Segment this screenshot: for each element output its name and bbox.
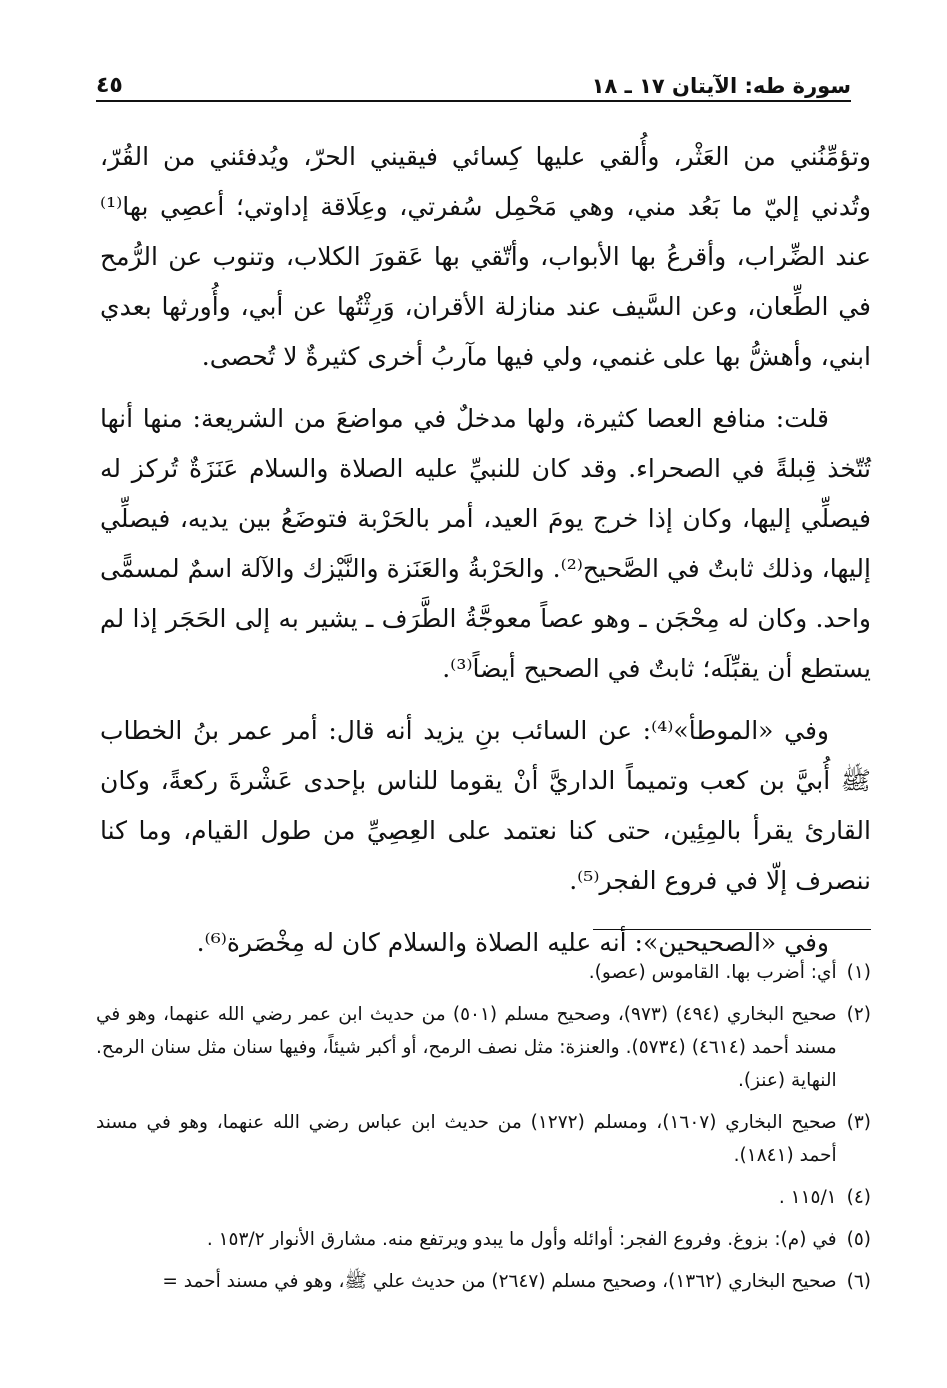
footnote [96,956,871,989]
paragraph: وتؤمِّنُني من العَثْر، وأُلقي عليها كِسائي فيقيني الحرّ، ويُدفئني من القُرّ، وتُدني إليّ ما بَعُد مني، وهي مَحْمِل سُفرتي، وعِلَاقة إداوتي؛ أعصِي بها⁽¹⁾ عند الضِّراب، وأقرعُ بها الأبواب، وأتّقي بها عَقورَ الكلاب، وتنوب عن الرُّمح في الطِّعان، وعن السَّيف عند منازلة الأقران، وَرِثْتُها عن أبي، وأُورثها بعدي ابني، وأهشُّ بها على غنمي، ولي فيها مآربُ أخرى كثيرةٌ لا تُحصى. [100,142,871,371]
footnote-number: (٥) [846,1229,871,1250]
paragraph: وفي «الصحيحين»: أنه عليه الصلاة والسلام كان له مِخْصَرة⁽⁶⁾. [196,928,829,957]
footnote-text: أي: أضرب بها. القاموس (عصو). [588,962,837,983]
footnote [96,1223,871,1256]
page-header [96,58,851,98]
footnote-number: (٢) [846,1004,871,1025]
main-text [100,132,871,968]
footnote-text: صحيح البخاري (١٣٦٢)، وصحيح مسلم (٢٦٤٧) من حديث علي ﷺ، وهو في مسند أحمد = [162,1271,837,1292]
footnote [96,1106,871,1172]
footnote [96,1181,871,1214]
footnote-divider [593,929,871,930]
footnote-number: (٣) [846,1112,871,1133]
running-title: سورة طه: الآيتان ١٧ ـ ١٨ [591,74,851,98]
footnote-text: صحيح البخاري (١٦٠٧)، ومسلم (١٢٧٢) من حديث ابن عباس رضي الله عنهما، وهو في مسند أحمد (١٨٤١). [96,1112,837,1166]
footnote [96,998,871,1097]
footnotes [96,956,871,1307]
footnote-text: في (م): بزوغ. وفروع الفجر: أوائله وأول ما يبدو ويرتفع منه. مشارق الأنوار ١٥٣/٢ . [206,1229,837,1250]
footnote-number: (١) [846,962,871,983]
header-divider [96,100,851,102]
footnote-number: (٤) [846,1187,871,1208]
footnote-number: (٦) [846,1271,871,1292]
paragraph: قلت: منافع العصا كثيرة، ولها مدخلٌ في مواضعَ من الشريعة: منها أنها تُتّخذ قِبلةً في الصحراء. وقد كان للنبيِّ عليه الصلاة والسلام عَنَزَةٌ تُركز له فيصلِّي إليها، وكان إذا خرج يومَ العيد، أمر بالحَرْبة فتوضَعُ بين يديه، فيصلِّي إليها، وذلك ثابتٌ في الصَّحيح⁽²⁾. والحَرْبةُ والعَنَزة والنَّيْزك والآلة اسمٌ لمسمًّى واحد. وكان له مِحْجَن ـ وهو عصاً معوجَّةُ الطَّرَف ـ يشير به إلى الحَجَر إذا لم يستطع أن يقبِّلَه؛ ثابتٌ في الصحيح أيضاً⁽³⁾. [100,404,871,683]
page-number: ٤٥ [96,73,123,98]
footnote-text: ١١٥/١ . [778,1187,837,1208]
footnote [96,1265,871,1298]
footnote-text: صحيح البخاري (٤٩٤) (٩٧٣)، وصحيح مسلم (٥٠١) من حديث ابن عمر رضي الله عنهما، وهو في مسند أحمد (٤٦١٤) (٥٧٣٤). والعنزة: مثل نصف الرمح، أو أكبر شيئاً، وفيها سنان مثل سنان الرمح. النهاية (عنز). [96,1004,837,1091]
paragraph: وفي «الموطأ»⁽⁴⁾: عن السائب بنِ يزيد أنه قال: أمر عمر بنُ الخطاب ﷺ أُبيَّ بن كعب وتميماً الداريَّ أنْ يقوما للناس بإحدى عَشْرةَ ركعةً، وكان القارئ يقرأ بالمِئِين، حتى كنا نعتمد على العِصِيِّ من طول القيام، وما كنا ننصرف إلّا في فروع الفجر⁽⁵⁾. [100,716,871,895]
